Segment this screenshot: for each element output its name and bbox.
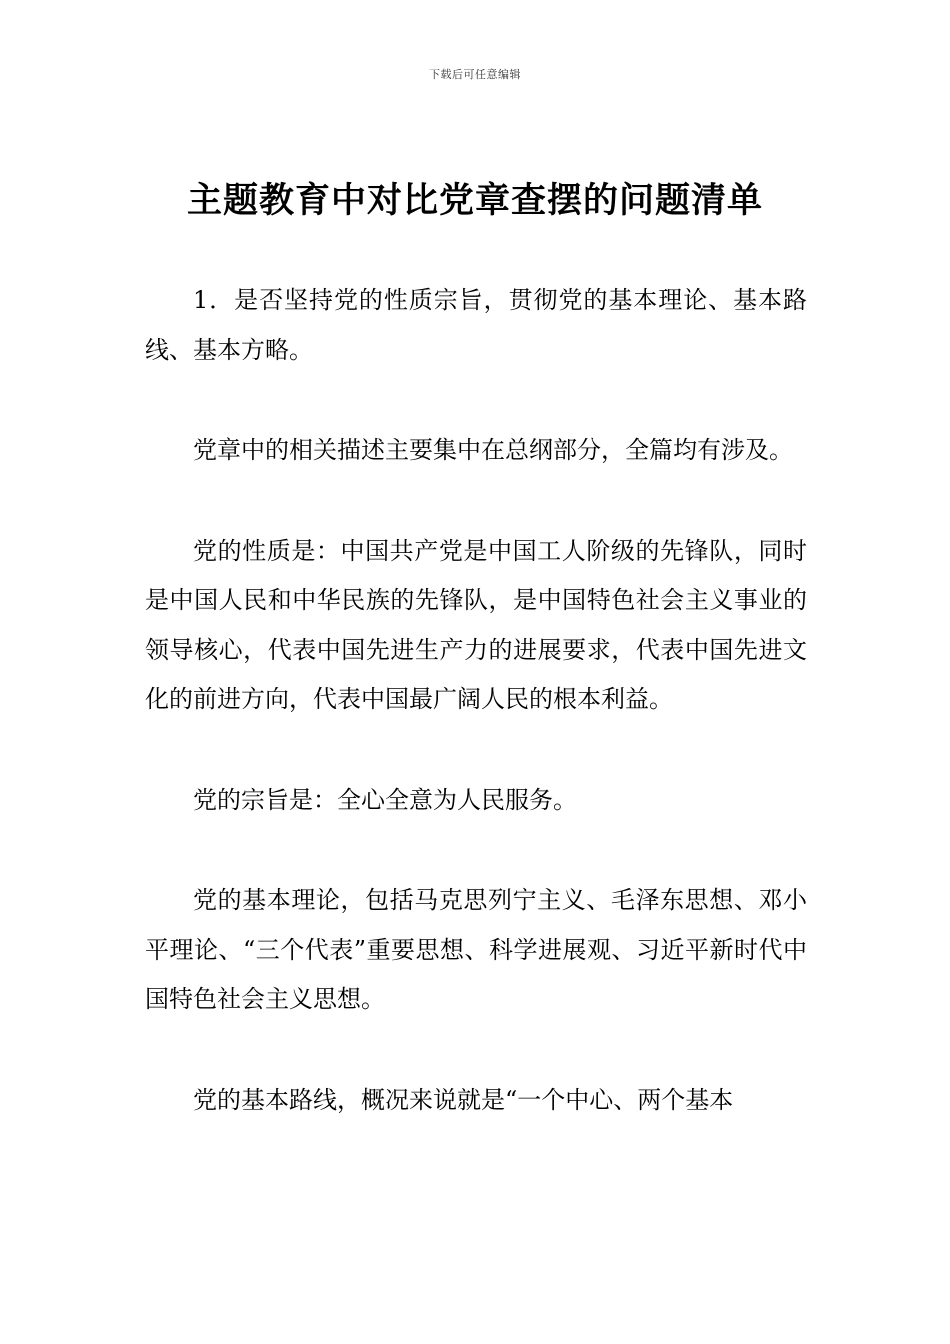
paragraph-question-1: 1．是否坚持党的性质宗旨，贯彻党的基本理论、基本路线、基本方略。 xyxy=(145,286,807,364)
paragraph-charter-scope: 党章中的相关描述主要集中在总纲部分，全篇均有涉及。 xyxy=(193,436,793,464)
document-title: 主题教育中对比党章查摆的问题清单 xyxy=(186,181,763,221)
document-body xyxy=(145,276,807,1176)
paragraph-basic-line: 党的基本路线，概况来说就是“一个中心、两个基本 xyxy=(193,1085,734,1114)
paragraph-basic-theory: 党的基本理论，包括马克思列宁主义、毛泽东思想、邓小平理论、“三个代表”重要思想、科学进展观、习近平新时代中国特色社会主义思想。 xyxy=(145,886,807,1013)
paragraph-party-nature: 党的性质是：中国共产党是中国工人阶级的先锋队，同时是中国人民和中华民族的先锋队，是中国特色社会主义事业的领导核心，代表中国先进生产力的进展要求，代表中国先进文化的前进方向，代表中国最广阔人民的根本利益。 xyxy=(145,536,807,713)
paragraph-party-purpose: 党的宗旨是：全心全意为人民服务。 xyxy=(193,785,577,814)
header-note: 下载后可任意编辑 xyxy=(429,68,521,81)
